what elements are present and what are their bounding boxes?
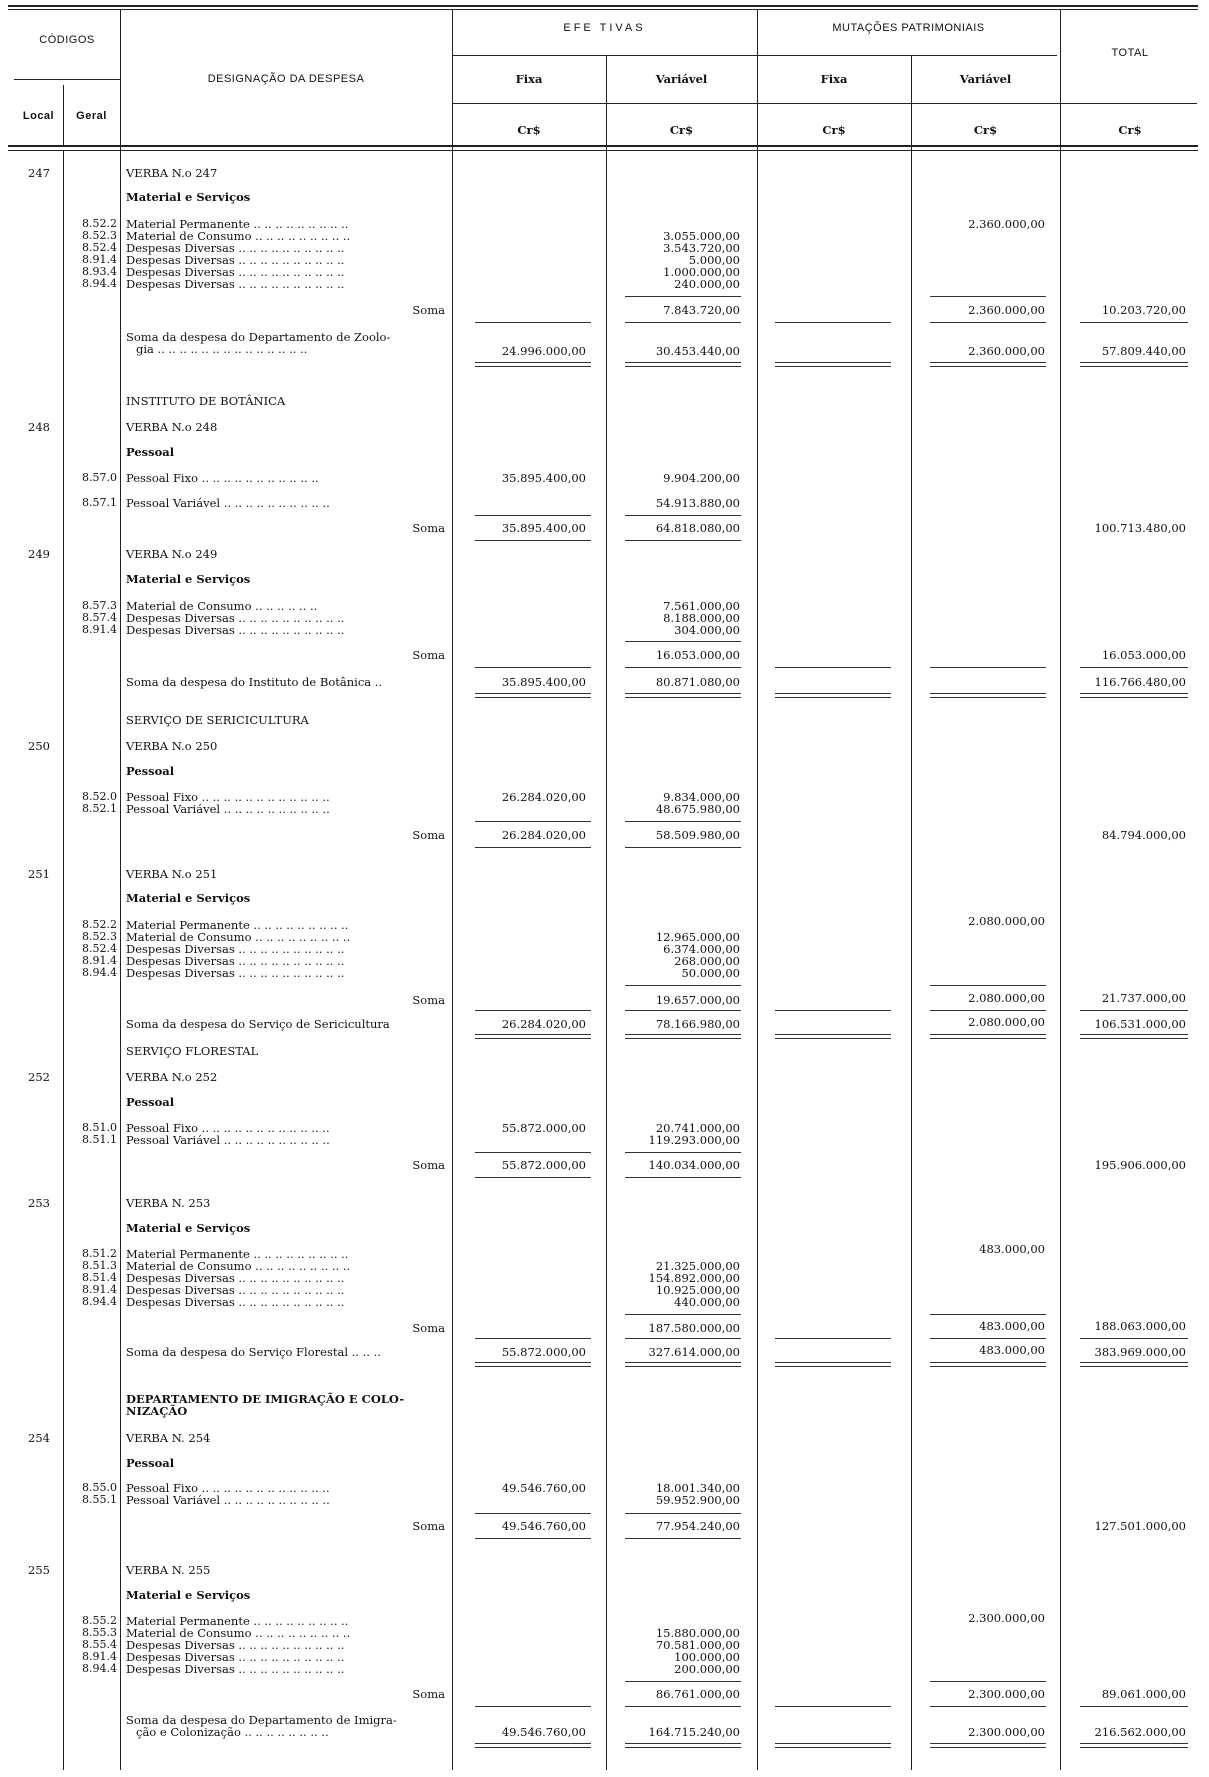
double-rule (475, 1743, 591, 1748)
sum-rule (775, 1338, 891, 1339)
sum-rule (625, 1706, 741, 1707)
code: 8.51.3 (82, 1259, 117, 1272)
sum-rule (625, 1152, 741, 1153)
section-imigracao-2: NIZAÇÃO (126, 1404, 188, 1418)
double-rule (775, 693, 891, 698)
header-mutacoes: MUTAÇÕES PATRIMONIAIS (832, 22, 985, 34)
value-var: 9.834.000,00 (663, 790, 740, 804)
item-desc: Despesas Diversas .. .. .. .. .. .. .. .. .. .. (126, 1662, 345, 1676)
value-var: 50.000,00 (681, 966, 740, 980)
local-252: 252 (28, 1070, 50, 1084)
item-desc: Despesas Diversas .. .. .. .. .. .. .. .. .. .. (126, 1650, 345, 1664)
item-desc: Despesas Diversas .. .. .. .. .. .. .. .. .. .. (126, 623, 345, 637)
verba-251-title: VERBA N.o 251 (126, 867, 218, 881)
local-253: 253 (28, 1196, 50, 1210)
sum-rule (930, 1314, 1046, 1315)
double-rule (475, 1362, 591, 1367)
item-desc: Material de Consumo .. .. .. .. .. .. (126, 599, 318, 613)
header-rule-2 (8, 150, 1198, 151)
verba-247-title: VERBA N.o 247 (126, 166, 218, 180)
soma-label: Soma (412, 521, 445, 535)
verba-248-title: VERBA N.o 248 (126, 420, 218, 434)
top-rule (8, 5, 1198, 7)
value-var: 7.561.000,00 (663, 599, 740, 613)
value-var: 10.925.000,00 (655, 1283, 740, 1297)
header-total: TOTAL (1111, 47, 1149, 59)
item-desc: Material de Consumo .. .. .. .. .. .. .. .. .. (126, 930, 351, 944)
verba-252-sub: Pessoal (126, 1095, 175, 1109)
verba-254-sub: Pessoal (126, 1456, 175, 1470)
local-249: 249 (28, 547, 50, 561)
item-desc: Material de Consumo .. .. .. .. .. .. .. .. .. (126, 229, 351, 243)
soma-mut: 2.300.000,00 (968, 1687, 1045, 1701)
sum-rule (475, 515, 591, 516)
item-desc: Despesas Diversas .. .. .. .. .. .. .. .. .. .. (126, 277, 345, 291)
flor-total-label: Soma da despesa do Serviço Florestal .. .. .. (126, 1345, 381, 1359)
value-mut-var: 483.000,00 (979, 1242, 1045, 1256)
value-var: 304.000,00 (674, 623, 740, 637)
seric-total-fixa: 26.284.020,00 (501, 1017, 586, 1031)
value-mut-var: 2.300.000,00 (968, 1611, 1045, 1625)
sum-rule (475, 1152, 591, 1153)
soma-label: Soma (412, 1321, 445, 1335)
item-desc: Material Permanente .. .. .. .. .. .. .. .. .. (126, 217, 349, 231)
code: 8.57.1 (82, 496, 117, 509)
sum-rule (625, 1681, 741, 1682)
double-rule (930, 1034, 1046, 1039)
code: 8.52.3 (82, 229, 117, 242)
item-desc: Pessoal Variável .. .. .. .. .. .. .. .. .. .. (126, 496, 330, 510)
code: 8.55.0 (82, 1481, 117, 1494)
sum-rule (1080, 1706, 1188, 1707)
double-rule (1080, 693, 1188, 698)
sum-rule (475, 847, 591, 848)
code: 8.51.4 (82, 1271, 117, 1284)
sum-rule (625, 296, 741, 297)
double-rule (930, 1362, 1046, 1367)
verba-254-title: VERBA N. 254 (126, 1431, 211, 1445)
value-var: 15.880.000,00 (655, 1626, 740, 1640)
item-desc: Pessoal Fixo .. .. .. .. .. .. .. .. .. .. .. .. (126, 1481, 330, 1495)
double-rule (1080, 362, 1188, 367)
item-desc: Material Permanente .. .. .. .. .. .. .. .. .. (126, 1614, 349, 1628)
value-fixa: 26.284.020,00 (501, 790, 586, 804)
verba-249-sub: Material e Serviços (126, 572, 251, 586)
sum-rule (930, 667, 1046, 668)
item-desc: Despesas Diversas .. .. .. .. .. .. .. .. .. .. (126, 942, 345, 956)
header-local: Local (22, 110, 55, 122)
local-250: 250 (28, 739, 50, 753)
soma-var: 140.034.000,00 (648, 1158, 740, 1172)
section-sericicultura: SERVIÇO DE SERICICULTURA (126, 713, 309, 727)
value-var: 20.741.000,00 (655, 1121, 740, 1135)
sum-rule (475, 821, 591, 822)
soma-label: Soma (412, 303, 445, 317)
sum-rule (930, 1681, 1046, 1682)
local-255: 255 (28, 1563, 50, 1577)
sum-rule (475, 1538, 591, 1539)
imig-total-label-2: ção e Colonização .. .. .. .. .. .. .. .. (136, 1725, 329, 1739)
item-desc: Material Permanente .. .. .. .. .. .. .. .. .. (126, 1247, 349, 1261)
soma-label: Soma (412, 993, 445, 1007)
item-desc: Pessoal Fixo .. .. .. .. .. .. .. .. .. .. .. (126, 471, 319, 485)
item-desc: Despesas Diversas .. .. .. .. .. .. .. .. .. .. (126, 253, 345, 267)
double-rule (625, 1743, 741, 1748)
soma-mut: 483.000,00 (979, 1319, 1045, 1333)
soma-fixa: 55.872.000,00 (501, 1158, 586, 1172)
code: 8.94.4 (82, 277, 117, 290)
code: 8.52.1 (82, 802, 117, 815)
item-desc: Despesas Diversas .. .. .. .. .. .. .. .. .. .. (126, 241, 345, 255)
item-desc: Material de Consumo .. .. .. .. .. .. .. .. .. (126, 1626, 351, 1640)
sum-rule (775, 1010, 891, 1011)
double-rule (625, 1362, 741, 1367)
item-desc: Despesas Diversas .. .. .. .. .. .. .. .. .. .. (126, 1295, 345, 1309)
soma-total: 21.737.000,00 (1101, 991, 1186, 1005)
col-rule-geral (120, 10, 121, 1770)
soma-fixa: 26.284.020,00 (501, 828, 586, 842)
value-var: 70.581.000,00 (655, 1638, 740, 1652)
sum-rule (625, 322, 741, 323)
soma-total: 100.713.480,00 (1094, 521, 1186, 535)
code: 8.52.3 (82, 930, 117, 943)
verba-250-sub: Pessoal (126, 764, 175, 778)
value-var: 9.904.200,00 (663, 471, 740, 485)
section-imigracao-1: DEPARTAMENTO DE IMIGRAÇÃO E COLO- (126, 1392, 405, 1406)
item-desc: Pessoal Variável .. .. .. .. .. .. .. .. .. .. (126, 1493, 330, 1507)
double-rule (930, 362, 1046, 367)
soma-total: 10.203.720,00 (1101, 303, 1186, 317)
sum-rule (1080, 322, 1188, 323)
item-desc: Pessoal Variável .. .. .. .. .. .. .. .. .. .. (126, 802, 330, 816)
double-rule (1080, 1743, 1188, 1748)
sum-rule (1080, 667, 1188, 668)
value-mut-var: 2.360.000,00 (968, 217, 1045, 231)
sum-rule (930, 1706, 1046, 1707)
verba-249-title: VERBA N.o 249 (126, 547, 218, 561)
sum-rule (625, 985, 741, 986)
value-var: 119.293.000,00 (648, 1133, 740, 1147)
soma-label: Soma (412, 828, 445, 842)
double-rule (930, 1743, 1046, 1748)
sum-rule (625, 1338, 741, 1339)
soma-mut: 2.080.000,00 (968, 991, 1045, 1005)
code: 8.51.1 (82, 1133, 117, 1146)
flor-total-mut: 483.000,00 (979, 1343, 1045, 1357)
double-rule (475, 693, 591, 698)
zoo-total-label-1: Soma da despesa do Departamento de Zoolo- (126, 330, 391, 344)
value-var: 240.000,00 (674, 277, 740, 291)
header-designacao: DESIGNAÇÃO DA DESPESA (207, 73, 365, 85)
code: 8.91.4 (82, 1283, 117, 1296)
header-mut-variavel: Variável (959, 72, 1012, 86)
currency-mut-fixa: Cr$ (822, 123, 846, 137)
value-fixa: 49.546.760,00 (501, 1481, 586, 1495)
verba-250-title: VERBA N.o 250 (126, 739, 218, 753)
sum-rule (625, 847, 741, 848)
header-variavel: Variável (655, 72, 708, 86)
value-var: 3.055.000,00 (663, 229, 740, 243)
item-desc: Pessoal Fixo .. .. .. .. .. .. .. .. .. .. .. .. (126, 790, 330, 804)
botanica-total-fixa: 35.895.400,00 (501, 675, 586, 689)
imig-total-fixa: 49.546.760,00 (501, 1725, 586, 1739)
soma-total: 188.063.000,00 (1094, 1319, 1186, 1333)
soma-total: 16.053.000,00 (1101, 648, 1186, 662)
value-var: 200.000,00 (674, 1662, 740, 1676)
groups-rule (452, 55, 1057, 56)
soma-var: 58.509.980,00 (655, 828, 740, 842)
soma-total: 84.794.000,00 (1101, 828, 1186, 842)
code: 8.94.4 (82, 1662, 117, 1675)
soma-var: 77.954.240,00 (655, 1519, 740, 1533)
code: 8.52.2 (82, 217, 117, 230)
code: 8.57.4 (82, 611, 117, 624)
code: 8.52.4 (82, 942, 117, 955)
sum-rule (930, 1010, 1046, 1011)
value-var: 3.543.720,00 (663, 241, 740, 255)
currency-variavel: Cr$ (669, 123, 694, 137)
seric-total-mut: 2.080.000,00 (968, 1015, 1045, 1029)
seric-total-total: 106.531.000,00 (1094, 1017, 1186, 1031)
value-var: 21.325.000,00 (655, 1259, 740, 1273)
currency-fixa: Cr$ (517, 123, 541, 137)
header-fixa: Fixa (515, 72, 543, 86)
zoo-total-mut: 2.360.000,00 (968, 344, 1045, 358)
imig-total-var: 164.715.240,00 (648, 1725, 740, 1739)
double-rule (475, 362, 591, 367)
botanica-total-var: 80.871.080,00 (655, 675, 740, 689)
sum-rule (775, 667, 891, 668)
verba-253-sub: Material e Serviços (126, 1221, 251, 1235)
code: 8.55.4 (82, 1638, 117, 1651)
code: 8.52.4 (82, 241, 117, 254)
currency-mut-variavel: Cr$ (973, 123, 998, 137)
sum-rule (625, 1538, 741, 1539)
soma-fixa: 35.895.400,00 (501, 521, 586, 535)
col-rule-mvar (1060, 10, 1061, 1770)
code: 8.91.4 (82, 623, 117, 636)
verba-255-sub: Material e Serviços (126, 1588, 251, 1602)
local-251: 251 (28, 867, 50, 881)
item-desc: Despesas Diversas .. .. .. .. .. .. .. .. .. .. (126, 1271, 345, 1285)
soma-var: 86.761.000,00 (655, 1687, 740, 1701)
double-rule (775, 1743, 891, 1748)
code: 8.94.4 (82, 1295, 117, 1308)
zoo-total-var: 30.453.440,00 (655, 344, 740, 358)
sum-rule (475, 1513, 591, 1514)
double-rule (775, 1362, 891, 1367)
sum-rule (625, 515, 741, 516)
top-rule-2 (8, 9, 1198, 10)
item-desc: Pessoal Fixo .. .. .. .. .. .. .. .. .. .. .. .. (126, 1121, 330, 1135)
double-rule (625, 362, 741, 367)
sum-rule (475, 540, 591, 541)
sum-rule (625, 667, 741, 668)
soma-var: 187.580.000,00 (648, 1321, 740, 1335)
imig-total-label-1: Soma da despesa do Departamento de Imigra- (126, 1713, 397, 1727)
botanica-total-total: 116.766.480,00 (1094, 675, 1186, 689)
flor-total-total: 383.969.000,00 (1094, 1345, 1186, 1359)
zoo-total-fixa: 24.996.000,00 (501, 344, 586, 358)
item-desc: Despesas Diversas .. .. .. .. .. .. .. .. .. .. (126, 1638, 345, 1652)
subcols-rule (452, 103, 1197, 104)
code: 8.94.4 (82, 966, 117, 979)
soma-label: Soma (412, 648, 445, 662)
col-rule-var (757, 10, 758, 1770)
sum-rule (625, 1010, 741, 1011)
header-geral: Geral (76, 110, 107, 122)
sum-rule (625, 641, 741, 642)
sum-rule (475, 667, 591, 668)
code: 8.91.4 (82, 253, 117, 266)
item-desc: Material de Consumo .. .. .. .. .. .. .. .. .. (126, 1259, 351, 1273)
sum-rule (1080, 1338, 1188, 1339)
sum-rule (625, 540, 741, 541)
soma-var: 64.818.080,00 (655, 521, 740, 535)
value-var: 440.000,00 (674, 1295, 740, 1309)
double-rule (775, 1034, 891, 1039)
header-efetivas: EFE TIVAS (563, 22, 646, 34)
soma-label: Soma (412, 1158, 445, 1172)
value-mut-var: 2.080.000,00 (968, 914, 1045, 928)
value-var: 18.001.340,00 (655, 1481, 740, 1495)
value-var: 100.000,00 (674, 1650, 740, 1664)
double-rule (1080, 1034, 1188, 1039)
sum-rule (625, 1513, 741, 1514)
soma-var: 16.053.000,00 (655, 648, 740, 662)
sum-rule (930, 1338, 1046, 1339)
imig-total-mut: 2.300.000,00 (968, 1725, 1045, 1739)
soma-label: Soma (412, 1519, 445, 1533)
code: 8.51.2 (82, 1247, 117, 1260)
value-var: 6.374.000,00 (663, 942, 740, 956)
currency-total: Cr$ (1118, 123, 1142, 137)
double-rule (930, 693, 1046, 698)
section-botanica: INSTITUTO DE BOTÂNICA (126, 394, 286, 408)
value-var: 54.913.880,00 (655, 496, 740, 510)
sum-rule (775, 322, 891, 323)
sum-rule (625, 1177, 741, 1178)
code: 8.91.4 (82, 1650, 117, 1663)
sum-rule (775, 1706, 891, 1707)
soma-total: 89.061.000,00 (1101, 1687, 1186, 1701)
soma-mut: 2.360.000,00 (968, 303, 1045, 317)
value-var: 268.000,00 (674, 954, 740, 968)
value-fixa: 35.895.400,00 (501, 471, 586, 485)
sum-rule (475, 1010, 591, 1011)
soma-fixa: 49.546.760,00 (501, 1519, 586, 1533)
verba-248-sub: Pessoal (126, 445, 175, 459)
value-var: 12.965.000,00 (655, 930, 740, 944)
verba-247-sub: Material e Serviços (126, 190, 251, 204)
verba-253-title: VERBA N. 253 (126, 1196, 211, 1210)
sum-rule (625, 821, 741, 822)
item-desc: Material Permanente .. .. .. .. .. .. .. .. .. (126, 918, 349, 932)
code: 8.55.2 (82, 1614, 117, 1627)
sum-rule (930, 296, 1046, 297)
code: 8.52.0 (82, 790, 117, 803)
header-mut-fixa: Fixa (820, 72, 848, 86)
soma-var: 19.657.000,00 (655, 993, 740, 1007)
item-desc: Despesas Diversas .. .. .. .. .. .. .. .. .. .. (126, 966, 345, 980)
item-desc: Despesas Diversas .. .. .. .. .. .. .. .. .. .. (126, 265, 345, 279)
sum-rule (475, 322, 591, 323)
seric-total-label: Soma da despesa do Serviço de Sericicultura (126, 1017, 390, 1031)
local-248: 248 (28, 420, 50, 434)
seric-total-var: 78.166.980,00 (655, 1017, 740, 1031)
imig-total-total: 216.562.000,00 (1094, 1725, 1186, 1739)
zoo-total-total: 57.809.440,00 (1101, 344, 1186, 358)
code: 8.93.4 (82, 265, 117, 278)
double-rule (1080, 1362, 1188, 1367)
col-rule-desc (452, 10, 453, 1770)
flor-total-var: 327.614.000,00 (648, 1345, 740, 1359)
code: 8.91.4 (82, 954, 117, 967)
value-var: 48.675.980,00 (655, 802, 740, 816)
local-254: 254 (28, 1431, 50, 1445)
value-var: 1.000.000,00 (663, 265, 740, 279)
section-florestal: SERVIÇO FLORESTAL (126, 1044, 259, 1058)
sum-rule (475, 1177, 591, 1178)
code: 8.55.1 (82, 1493, 117, 1506)
item-desc: Pessoal Variável .. .. .. .. .. .. .. .. .. .. (126, 1133, 330, 1147)
double-rule (775, 362, 891, 367)
code: 8.52.2 (82, 918, 117, 931)
sum-rule (625, 1314, 741, 1315)
soma-total: 195.906.000,00 (1094, 1158, 1186, 1172)
double-rule (625, 1034, 741, 1039)
code: 8.51.0 (82, 1121, 117, 1134)
value-fixa: 55.872.000,00 (501, 1121, 586, 1135)
zoo-total-label-2: gia .. .. .. .. .. .. .. .. .. .. .. .. .. .. (136, 342, 308, 356)
header-rule (8, 145, 1198, 147)
codigos-rule (14, 79, 120, 80)
verba-251-sub: Material e Serviços (126, 891, 251, 905)
sum-rule (1080, 1010, 1188, 1011)
botanica-total-label: Soma da despesa do Instituto de Botânica .. (126, 675, 383, 689)
value-var: 59.952.900,00 (655, 1493, 740, 1507)
sum-rule (475, 1706, 591, 1707)
item-desc: Despesas Diversas .. .. .. .. .. .. .. .. .. .. (126, 954, 345, 968)
value-var: 5.000,00 (688, 253, 740, 267)
verba-252-title: VERBA N.o 252 (126, 1070, 218, 1084)
flor-total-fixa: 55.872.000,00 (501, 1345, 586, 1359)
code: 8.57.3 (82, 599, 117, 612)
verba-255-title: VERBA N. 255 (126, 1563, 211, 1577)
value-var: 154.892.000,00 (648, 1271, 740, 1285)
soma-total: 127.501.000,00 (1094, 1519, 1186, 1533)
item-desc: Despesas Diversas .. .. .. .. .. .. .. .. .. .. (126, 611, 345, 625)
header-codigos: CÓDIGOS (39, 34, 95, 46)
item-desc: Despesas Diversas .. .. .. .. .. .. .. .. .. .. (126, 1283, 345, 1297)
soma-label: Soma (412, 1687, 445, 1701)
sum-rule (475, 1338, 591, 1339)
double-rule (475, 1034, 591, 1039)
value-var: 8.188.000,00 (663, 611, 740, 625)
local-247: 247 (28, 166, 50, 180)
sum-rule (930, 322, 1046, 323)
code: 8.55.3 (82, 1626, 117, 1639)
sum-rule (930, 985, 1046, 986)
soma-var: 7.843.720,00 (663, 303, 740, 317)
double-rule (625, 693, 741, 698)
code: 8.57.0 (82, 471, 117, 484)
